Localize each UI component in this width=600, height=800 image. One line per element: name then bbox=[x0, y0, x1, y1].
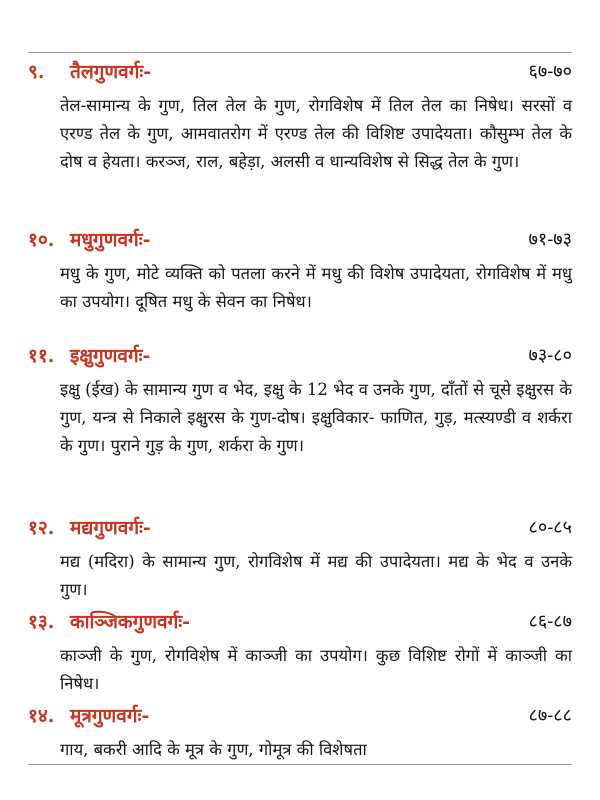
verse-range: ८०-८५ bbox=[528, 517, 572, 538]
section-body: मद्य (मदिरा) के सामान्य गुण, रोगविशेष में मद्य की उपादेयता। मद्य के भेद व उनके गुण। bbox=[60, 552, 572, 599]
section-body: तेल-सामान्य के गुण, तिल तेल के गुण, रोगविशेष में तिल तेल का निषेध। सरसों व एरण्ड तेल के गुण, आमवातरोग में एरण्ड तेल की विशिष्ट उपादेयता। कौसुम्भ तेल के दोष व हेयता। करञ्ज, राल, बहेड़ा, अलसी व धान्यविशेष से सिद्ध तेल के गुण। bbox=[60, 96, 572, 171]
section-title: मूत्रगुणवर्गः- bbox=[70, 705, 150, 727]
verse-range: ८६-८७ bbox=[528, 611, 572, 632]
section-number: ११. bbox=[28, 345, 55, 367]
section-number: १०. bbox=[28, 229, 55, 251]
section-ikshu-guna-varga bbox=[28, 342, 572, 460]
section-madya-guna-varga bbox=[28, 514, 572, 604]
verse-range: ७३-८० bbox=[528, 345, 572, 366]
section-madhu-guna-varga bbox=[28, 226, 572, 316]
section-title: काञ्जिकगुणवर्गः- bbox=[70, 611, 191, 633]
section-kanjika-guna-varga bbox=[28, 608, 572, 698]
section-title: इक्षुगुणवर्गः- bbox=[70, 345, 151, 367]
section-number: ९. bbox=[28, 61, 45, 83]
section-mutra-guna-varga bbox=[28, 702, 572, 764]
section-title: मद्यगुणवर्गः- bbox=[70, 517, 151, 539]
top-rule bbox=[28, 52, 572, 53]
section-body: काञ्जी के गुण, रोगविशेष में काञ्जी का उपयोग। कुछ विशिष्ट रोगों में काञ्जी का निषेध। bbox=[60, 646, 572, 693]
verse-range: ६७-७० bbox=[528, 61, 572, 82]
section-body: मधु के गुण, मोटे व्यक्ति को पतला करने में मधु की विशेष उपादेयता, रोगविशेष में मधु का उपयोग। दूषित मधु के सेवन का निषेध। bbox=[60, 264, 572, 311]
verse-range: ८७-८८ bbox=[528, 705, 572, 726]
section-body: इक्षु (ईख) के सामान्य गुण व भेद, इक्षु के 12 भेद व उनके गुण, दाँतों से चूसे इक्षुरस के गुण, यन्त्र से निकाले इक्षुरस के गुण-दोष। इक्षुविकार- फाणित, गुड़, मत्स्यण्डी व शर्करा के गुण। पुराने गुड़ के गुण, शर्करा के गुण। bbox=[60, 380, 572, 455]
section-title: मधुगुणवर्गः- bbox=[70, 229, 151, 251]
bottom-rule bbox=[28, 764, 572, 765]
section-body: गाय, बकरी आदि के मूत्र के गुण, गोमूत्र की विशेषता bbox=[60, 740, 367, 759]
section-number: १३. bbox=[28, 611, 55, 633]
section-heading bbox=[28, 702, 572, 730]
section-heading bbox=[28, 342, 572, 370]
section-taila-guna-varga bbox=[28, 58, 572, 176]
section-heading bbox=[28, 608, 572, 636]
section-heading bbox=[28, 514, 572, 542]
section-title: तैलगुणवर्गः- bbox=[70, 61, 152, 83]
section-number: १२. bbox=[28, 517, 55, 539]
verse-range: ७१-७३ bbox=[528, 229, 572, 250]
section-heading bbox=[28, 58, 572, 86]
section-heading bbox=[28, 226, 572, 254]
section-number: १४. bbox=[28, 705, 55, 727]
